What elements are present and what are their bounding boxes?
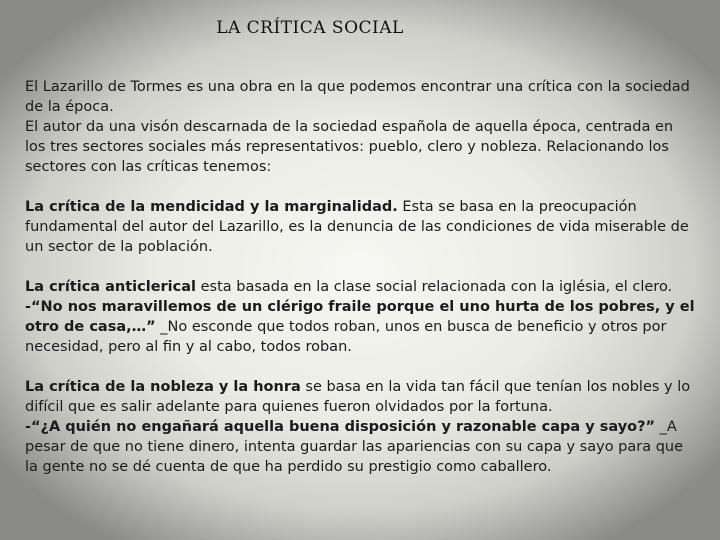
nobleza-quote: -“¿A quién no engañará aquella buena disposición y razonable capa y sayo?” <box>25 419 656 435</box>
spacer <box>25 257 695 277</box>
anticlerical-paragraph <box>25 277 695 297</box>
mendicidad-text: Esta se basa en la preocupación fundamental del autor del Lazarillo, es la denuncia de las condiciones de vida miserable de un sector de la población. <box>25 199 689 255</box>
nobleza-quote-paragraph <box>25 417 695 477</box>
intro-paragraph-2: El autor da una visón descarnada de la sociedad española de aquella época, centrada en los tres sectores sociales más representativos: pueblo, clero y nobleza. Relacionando los sectores con las críticas tenemos: <box>25 119 674 175</box>
spacer <box>25 177 695 197</box>
anticlerical-text: esta basada en la clase social relacionada con la iglésia, el clero. <box>196 279 673 295</box>
nobleza-comment: _A pesar de que no tiene dinero, intenta guardar las apariencias con su capa y sayo para que la gente no se dé cuenta de que ha perdido su prestigio como caballero. <box>25 419 684 475</box>
anticlerical-quote-paragraph <box>25 297 695 357</box>
slide-body <box>25 77 695 477</box>
slide-title: LA CRÍTICA SOCIAL <box>216 18 404 38</box>
anticlerical-quote: -“No nos maravillemos de un clérigo fraile porque el uno hurta de los pobres, y el otro de casa,…” <box>25 299 695 335</box>
intro-paragraph-1: El Lazarillo de Tormes es una obra en la que podemos encontrar una crítica con la sociedad de la época. <box>25 79 690 115</box>
anticlerical-comment: _No esconde que todos roban, unos en busca de beneficio y otros por necesidad, pero al fin y al cabo, todos roban. <box>25 319 667 355</box>
mendicidad-heading: La crítica de la mendicidad y la marginalidad. <box>25 199 398 215</box>
spacer <box>25 357 695 377</box>
anticlerical-heading: La crítica anticlerical <box>25 279 196 295</box>
nobleza-heading: La crítica de la nobleza y la honra <box>25 379 301 395</box>
mendicidad-paragraph <box>25 197 695 257</box>
nobleza-text: se basa en la vida tan fácil que tenían los nobles y lo difícil que es salir adelante para quienes fueron olvidados por la fortuna. <box>25 379 691 415</box>
nobleza-paragraph <box>25 377 695 417</box>
